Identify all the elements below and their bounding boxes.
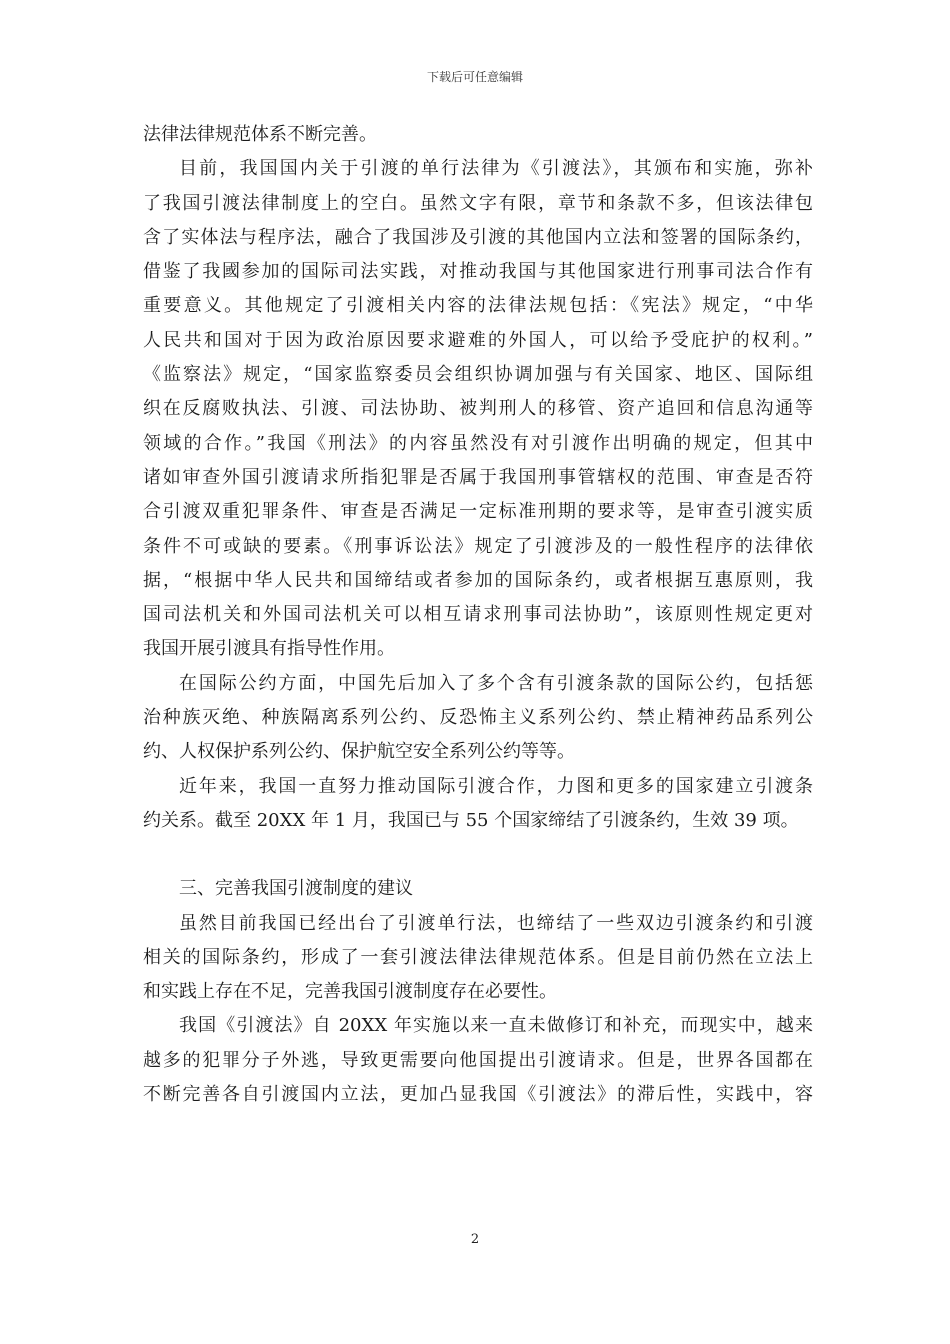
- text-line: 不断完善各自引渡国内立法，更加凸显我国《引渡法》的滞后性，实践中，容: [143, 1084, 813, 1106]
- section-heading: 三、完善我国引渡制度的建议: [179, 878, 413, 900]
- page-header: 下载后可任意编辑: [426, 70, 523, 84]
- text-line: 据，“根据中华人民共和国缔结或者参加的国际条约，或者根据互惠原则，我: [143, 569, 813, 591]
- text-line: 重要意义。其他规定了引渡相关内容的法律法规包括：《宪法》规定，“中华: [143, 295, 813, 317]
- text-line: 了我国引渡法律制度上的空白。虽然文字有限，章节和条款不多，但该法律包: [143, 192, 813, 214]
- text-line: 我国开展引渡具有指导性作用。: [143, 638, 395, 660]
- text-line: 约关系。截至 20XX 年 1 月，我国已与 55 个国家缔结了引渡条约，生效 39 项。: [143, 809, 799, 831]
- text-line: 我国《引渡法》自 20XX 年实施以来一直未做修订和补充，而现实中，越来: [179, 1015, 813, 1037]
- text-line: 在国际公约方面，中国先后加入了多个含有引渡条款的国际公约，包括惩: [179, 672, 813, 694]
- text-line: 织在反腐败执法、引渡、司法协助、被判刑人的移管、资产追回和信息沟通等: [143, 398, 813, 420]
- text-line: 相关的国际条约，形成了一套引渡法律法律规范体系。但是目前仍然在立法上: [143, 946, 813, 968]
- text-line: 越多的犯罪分子外逃，导致更需要向他国提出引渡请求。但是，世界各国都在: [143, 1049, 813, 1071]
- text-line: 领域的合作。”我国《刑法》的内容虽然没有对引渡作出明确的规定，但其中: [143, 432, 813, 454]
- text-line: 近年来，我国一直努力推动国际引渡合作，力图和更多的国家建立引渡条: [179, 775, 813, 797]
- text-line: 和实践上存在不足，完善我国引渡制度存在必要性。: [143, 981, 557, 1003]
- document-body: [143, 118, 813, 1112]
- text-line: 人民共和国对于因为政治原因要求避难的外国人，可以给予受庇护的权利。”: [143, 329, 813, 351]
- text-line: 虽然目前我国已经出台了引渡单行法，也缔结了一些双边引渡条约和引渡: [179, 912, 813, 934]
- text-line: 约、人权保护系列公约、保护航空安全系列公约等等。: [143, 741, 575, 763]
- paragraph-gap: [143, 838, 813, 872]
- text-line: 合引渡双重犯罪条件、审查是否满足一定标准刑期的要求等，是审查引渡实质: [143, 501, 813, 523]
- text-line: 借鉴了我國参加的国际司法实践，对推动我国与其他国家进行刑事司法合作有: [143, 261, 813, 283]
- text-line: 治种族灭绝、种族隔离系列公约、反恐怖主义系列公约、禁止精神药品系列公: [143, 707, 813, 729]
- text-line: 法律法律规范体系不断完善。: [143, 124, 377, 145]
- text-line: 条件不可或缺的要素。《刑事诉讼法》规定了引渡涉及的一般性程序的法律依: [143, 535, 813, 557]
- text-line: 目前，我国国内关于引渡的单行法律为《引渡法》，其颁布和实施，弥补: [179, 158, 813, 180]
- text-line: 国司法机关和外国司法机关可以相互请求刑事司法协助”，该原则性规定更对: [143, 604, 813, 626]
- text-line: 含了实体法与程序法，融合了我国涉及引渡的其他国内立法和签署的国际条约，: [143, 226, 813, 248]
- text-line: 诸如审查外国引渡请求所指犯罪是否属于我国刑事管辖权的范围、审查是否符: [143, 466, 813, 488]
- text-line: 《监察法》规定，“国家监察委员会组织协调加强与有关国家、地区、国际组: [143, 364, 813, 386]
- page-number: 2: [470, 1232, 480, 1247]
